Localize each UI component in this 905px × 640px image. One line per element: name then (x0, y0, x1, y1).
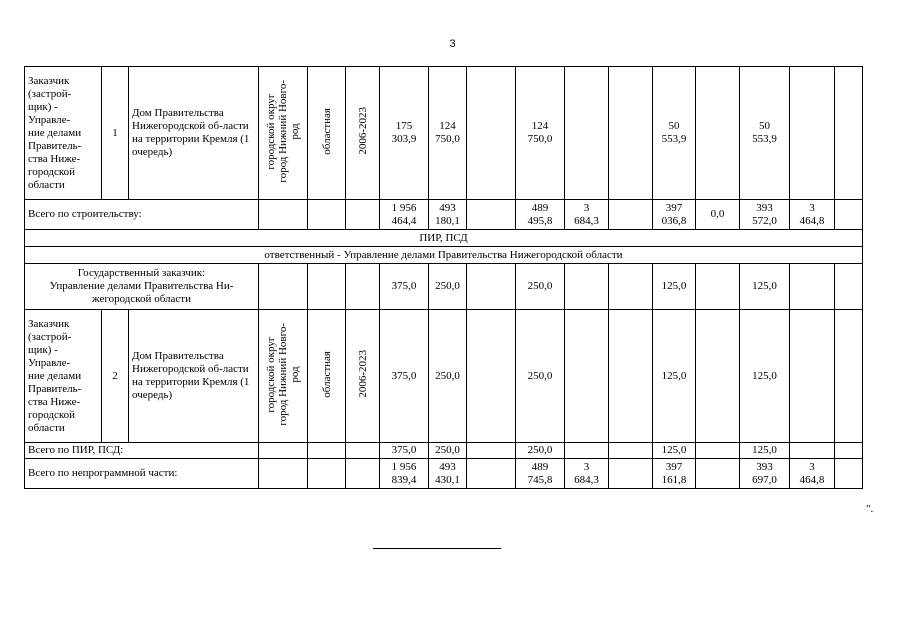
value-cell: 3 464,8 (790, 459, 835, 489)
state-customer-label: Государственный заказчик: Управление делами Правительства Ни- жегородской области (25, 264, 259, 310)
value-cell (835, 264, 863, 310)
value-cell: 375,0 (380, 443, 429, 459)
value-cell: 125,0 (740, 443, 790, 459)
value-cell (467, 264, 516, 310)
total-nonprogram-row (25, 459, 863, 489)
total-label: Всего по ПИР, ПСД: (25, 443, 259, 459)
total-pir-row (25, 443, 863, 459)
value-cell: 393 572,0 (740, 200, 790, 230)
row-number: 1 (102, 67, 129, 200)
section-title: ПИР, ПСД (25, 230, 863, 247)
object-name: Дом Правительства Нижегородской об-ласти на территории Кремля (1 очередь) (129, 67, 259, 200)
value-cell (835, 310, 863, 443)
page-number: 3 (449, 38, 456, 50)
value-cell (467, 310, 516, 443)
value-cell (565, 67, 609, 200)
value-cell (467, 443, 516, 459)
value-cell (609, 200, 653, 230)
territory-cell: городской округ город Нижний Новго- род (259, 310, 308, 443)
object-name: Дом Правительства Нижегородской об-ласти на территории Кремля (1 очередь) (129, 310, 259, 443)
value-cell (565, 310, 609, 443)
value-cell: 397 036,8 (653, 200, 696, 230)
total-label: Всего по непрограммной части: (25, 459, 259, 489)
value-cell (565, 264, 609, 310)
value-cell (565, 443, 609, 459)
project-1-row (25, 67, 863, 200)
value-cell: 124 750,0 (429, 67, 467, 200)
value-cell (696, 264, 740, 310)
value-cell (609, 459, 653, 489)
value-cell (609, 310, 653, 443)
responsible-text: ответственный - Управление делами Правительства Нижегородской области (25, 247, 863, 264)
value-cell: 493 180,1 (429, 200, 467, 230)
value-cell: 397 161,8 (653, 459, 696, 489)
value-cell: 1 956 464,4 (380, 200, 429, 230)
value-cell: 3 684,3 (565, 200, 609, 230)
value-cell: 493 430,1 (429, 459, 467, 489)
budget-cell: областная (308, 310, 346, 443)
separator-line (373, 548, 501, 549)
territory-cell: городской округ город Нижний Новго- род (259, 67, 308, 200)
budget-table (24, 66, 863, 489)
value-cell: 250,0 (516, 310, 565, 443)
value-cell: 125,0 (653, 310, 696, 443)
value-cell: 175 303,9 (380, 67, 429, 200)
value-cell: 50 553,9 (740, 67, 790, 200)
years-cell: 2006-2023 (346, 310, 380, 443)
value-cell: 393 697,0 (740, 459, 790, 489)
value-cell: 375,0 (380, 310, 429, 443)
value-cell (696, 310, 740, 443)
state-customer-row (25, 264, 863, 310)
value-cell (467, 459, 516, 489)
section-header-row (25, 230, 863, 247)
value-cell (696, 459, 740, 489)
value-cell (790, 443, 835, 459)
value-cell: 0,0 (696, 200, 740, 230)
value-cell (790, 310, 835, 443)
budget-cell: областная (308, 67, 346, 200)
value-cell (835, 200, 863, 230)
responsible-row (25, 247, 863, 264)
value-cell: 375,0 (380, 264, 429, 310)
value-cell: 489 495,8 (516, 200, 565, 230)
value-cell (835, 443, 863, 459)
value-cell: 489 745,8 (516, 459, 565, 489)
value-cell (696, 67, 740, 200)
value-cell (835, 67, 863, 200)
value-cell (467, 67, 516, 200)
value-cell: 125,0 (653, 443, 696, 459)
value-cell: 250,0 (429, 310, 467, 443)
value-cell: 250,0 (516, 443, 565, 459)
value-cell (609, 264, 653, 310)
total-construction-row (25, 200, 863, 230)
value-cell: 125,0 (740, 310, 790, 443)
value-cell (835, 459, 863, 489)
total-label: Всего по строительству: (25, 200, 259, 230)
value-cell: 125,0 (653, 264, 696, 310)
closing-quote-mark: ". (866, 503, 874, 515)
value-cell: 125,0 (740, 264, 790, 310)
value-cell (467, 200, 516, 230)
value-cell: 1 956 839,4 (380, 459, 429, 489)
value-cell (609, 443, 653, 459)
years-cell: 2006-2023 (346, 67, 380, 200)
value-cell: 3 464,8 (790, 200, 835, 230)
value-cell (609, 67, 653, 200)
value-cell: 250,0 (516, 264, 565, 310)
value-cell: 50 553,9 (653, 67, 696, 200)
value-cell (696, 443, 740, 459)
value-cell: 3 684,3 (565, 459, 609, 489)
value-cell (790, 67, 835, 200)
row-number: 2 (102, 310, 129, 443)
customer-cell: Заказчик (застрой- щик) - Управле- ние делами Правитель- ства Ниже- городской области (25, 67, 102, 200)
value-cell: 250,0 (429, 443, 467, 459)
value-cell: 250,0 (429, 264, 467, 310)
project-2-row (25, 310, 863, 443)
customer-cell: Заказчик (застрой- щик) - Управле- ние делами Правитель- ства Ниже- городской области (25, 310, 102, 443)
value-cell: 124 750,0 (516, 67, 565, 200)
value-cell (790, 264, 835, 310)
